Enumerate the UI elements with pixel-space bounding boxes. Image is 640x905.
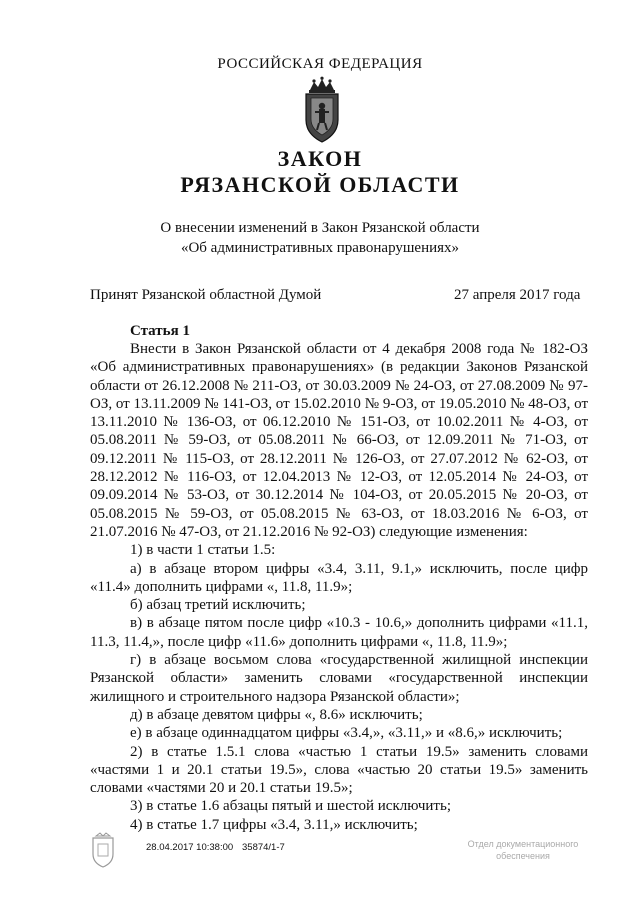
stamp-line2: обеспечения <box>496 851 550 861</box>
article-paragraph: д) в абзаце девятом цифры «, 8.6» исключить; <box>130 706 423 723</box>
stamp-line1: Отдел документационного <box>467 839 579 849</box>
law-title-line2: РЯЗАНСКОЙ ОБЛАСТИ <box>180 172 460 197</box>
law-subject-line2: «Об административных правонарушениях» <box>180 240 460 256</box>
article-paragraph: 3) в статье 1.6 абзацы пятый и шестой исключить; <box>130 798 451 815</box>
article-body <box>90 340 588 834</box>
article-paragraph: Внести в Закон Рязанской области от 4 декабря 2008 года № 182-ОЗ «Об административных правонарушениях» (в редакции Законов Рязанской области от 26.12.2008 № 211-ОЗ, от 30.03.2009 № 24-ОЗ, от 27.08.2009 № 97-ОЗ, от 13.11.2009 № 141-ОЗ, от 15.02.2010 № 9-ОЗ, от 19.05.2010 № 48-ОЗ, от 13.11.2010 № 136-ОЗ, от 06.12.2010 № 151-ОЗ, от 10.02.2011 № 4-ОЗ, от 05.08.2011 № 59-ОЗ, от 05.08.2011 № 66-ОЗ, от 12.09.2011 № 71-ОЗ, от 09.12.2011 № 115-ОЗ, от 28.12.2011 № 126-ОЗ, от 27.07.2012 № 62-ОЗ, от 28.12.2012 № 116-ОЗ, от 12.04.2013 № 12-ОЗ, от 12.05.2014 № 24-ОЗ, от 09.09.2014 № 53-ОЗ, от 30.12.2014 № 104-ОЗ, от 20.05.2015 № 20-ОЗ, от 05.08.2015 № 59-ОЗ, от 05.08.2015 № 63-ОЗ, от 18.03.2016 № 6-ОЗ, от 21.07.2016 № 47-ОЗ, от 21.12.2016 № 92-ОЗ) следующие изменения: <box>90 341 588 540</box>
registration-stamp <box>448 838 598 862</box>
article-paragraph: 4) в статье 1.7 цифры «3.4, 3.11,» исключить; <box>130 816 418 833</box>
article-paragraph: б) абзац третий исключить; <box>130 597 306 614</box>
law-subject <box>0 218 640 258</box>
article-paragraph: 1) в части 1 статьи 1.5: <box>130 542 276 559</box>
article-paragraph: г) в абзаце восьмом слова «государственной жилищной инспекции Рязанской области» заменить словами «государственной инспекции жилищного и строительного надзора Рязанской области»; <box>90 652 588 705</box>
article-paragraph: 2) в статье 1.5.1 слова «частью 1 статьи 19.5» заменить словами «частями 1 и 20.1 статьи 19.5», слова «частью 20 статьи 19.5» заменить словами «частями 20 и 20.1 статьи 19.5»; <box>90 743 588 797</box>
law-title-line1: ЗАКОН <box>277 146 363 171</box>
footer-timestamp: 28.04.2017 10:38:00 <box>146 842 234 853</box>
article-paragraph: е) в абзаце одиннадцатом цифры «3.4,», «3.11,» и «8.6,» исключить; <box>130 725 563 742</box>
adoption-date: 27 апреля 2017 года <box>454 287 581 303</box>
article-title: Статья 1 <box>130 323 190 339</box>
article-paragraph: а) в абзаце втором цифры «3.4, 3.11, 9.1,» исключить, после цифр «11.4» дополнить цифрами «, 11.8, 11.9»; <box>90 560 588 595</box>
law-title <box>0 146 640 198</box>
ryazan-coat-of-arms-icon <box>300 76 344 146</box>
document-seal-icon <box>90 832 116 868</box>
article-paragraph: в) в абзаце пятом после цифр «10.3 - 10.6,» дополнить цифрами «11.1, 11.3, 11.4,», после цифр «11.6» дополнить цифрами «, 11.8, 11.9»; <box>90 615 588 650</box>
federation-heading: РОССИЙСКАЯ ФЕДЕРАЦИЯ <box>217 56 423 72</box>
footer-doc-number: 35874/1-7 <box>242 842 285 853</box>
law-subject-line1: О внесении изменений в Закон Рязанской области <box>160 220 480 236</box>
adopted-by: Принят Рязанской областной Думой <box>90 287 322 303</box>
